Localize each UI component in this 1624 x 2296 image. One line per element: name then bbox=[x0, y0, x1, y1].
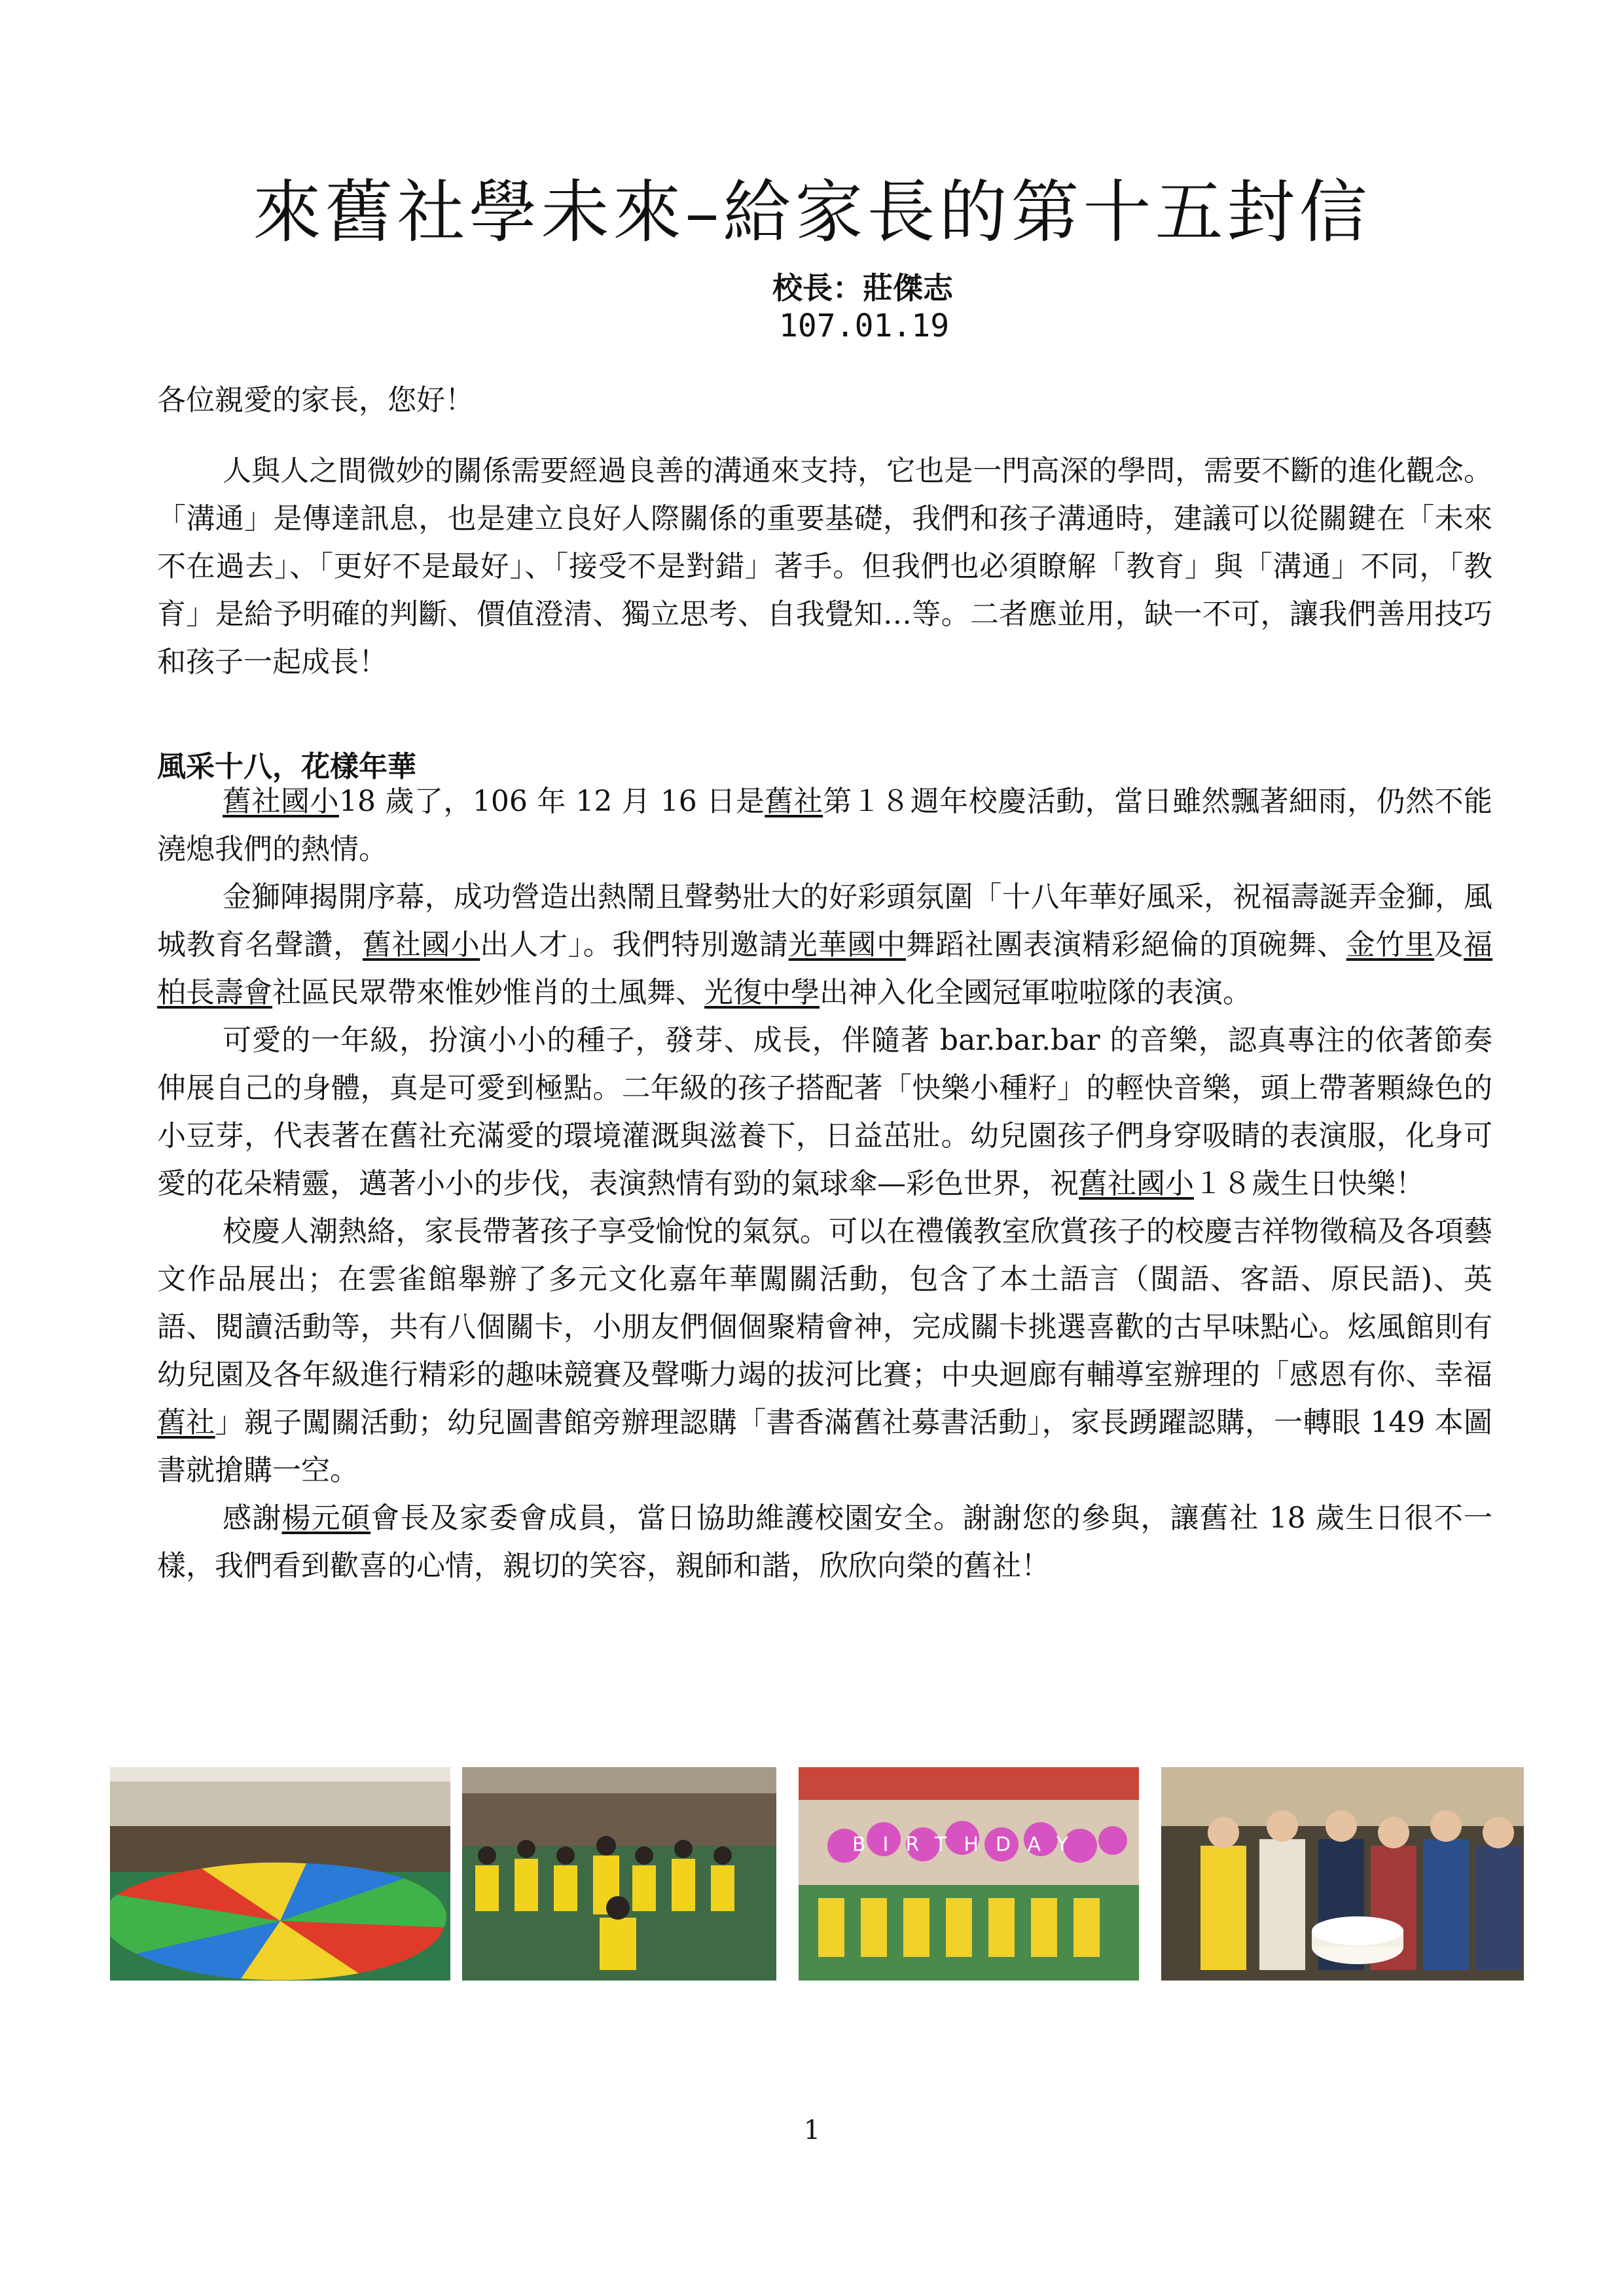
school-short-name: 舊社 bbox=[765, 785, 823, 818]
paragraph-1 bbox=[157, 778, 1492, 873]
author-line: 校長：莊傑志 bbox=[772, 270, 953, 306]
neighborhood-name: 金竹里 bbox=[1346, 928, 1435, 961]
paragraph-2 bbox=[157, 873, 1492, 1016]
page-number: 1 bbox=[803, 2115, 821, 2145]
intro-paragraph: 人與人之間微妙的關係需要經過良善的溝通來支持，它也是一門高深的學問，需要不斷的進化觀念。「溝通」是傳達訊息，也是建立良好人際關係的重要基礎，我們和孩子溝通時，建議可以從關鍵在「未來不在過去」、「更好不是最好」、「接受不是對錯」著手。但我們也必須瞭解「教育」與「溝通」不同，「教育」是給予明確的判斷、價值澄清、獨立思考、自我覺知…等。二者應並用，缺一不可，讓我們善用技巧和孩子一起成長！ bbox=[157, 454, 1492, 679]
guest-school-name: 光復中學 bbox=[704, 976, 820, 1009]
article-body bbox=[157, 778, 1492, 1590]
letter-date: 107.01.19 bbox=[779, 308, 950, 344]
text-span: 出神入化全國冠軍啦啦隊的表演。 bbox=[820, 976, 1252, 1009]
person-name: 楊元碩 bbox=[281, 1501, 371, 1535]
parachute-photo bbox=[110, 1767, 450, 1981]
section-heading: 風采十八，花樣年華 bbox=[157, 750, 416, 783]
text-span: 可愛的一年級，扮演小小的種子，發芽、成長，伴隨著 bar.bar.bar 的音樂，認真專注的依著節奏伸展自己的身體，真是可愛到極點。二年級的孩子搭配著「快樂小種籽」的輕快音樂，頭上帶著顆綠色的小豆芽，代表著在舊社充滿愛的環境灌溉與滋養下，日益茁壯。幼兒園孩子們身穿吸睛的表演服，化身可愛的花朵精靈，邁著小小的步伐，表演熱情有勁的氣球傘—彩色世界，祝 bbox=[157, 1024, 1492, 1200]
school-name: 舊社國小 bbox=[1079, 1167, 1194, 1200]
association-name: 福柏長壽會 bbox=[157, 928, 1493, 1009]
text-span: 社區民眾帶來惟妙惟肖的土風舞、 bbox=[272, 976, 704, 1009]
text-span: 出人才」。我們特別邀請 bbox=[480, 928, 789, 961]
greeting: 各位親愛的家長，您好！ bbox=[157, 384, 474, 417]
text-span: 感謝 bbox=[223, 1501, 282, 1535]
school-name: 舊社國小 bbox=[362, 928, 480, 961]
text-span: 」親子闖關活動；幼兒圖書館旁辦理認購「書香滿舊社募書活動」，家長踴躍認購，一轉眼 149 本圖書就搶購一空。 bbox=[157, 1406, 1492, 1487]
text-span: 金獅陣揭開序幕，成功營造出熱鬧且聲勢壯大的好彩頭氛圍「十八年華好風采，祝福壽誕弄金獅，風城教育名聲讚， bbox=[157, 880, 1492, 961]
guest-school-name: 光華國中 bbox=[788, 928, 906, 961]
letter-title: 來舊社學未來–給家長的第十五封信 bbox=[253, 172, 1371, 252]
birthday-balloons-photo bbox=[799, 1767, 1139, 1981]
text-span: 18 歲了，106 年 12 月 16 日是 bbox=[338, 785, 765, 818]
school-short-name: 舊社 bbox=[157, 1406, 215, 1439]
paragraph-3 bbox=[157, 1016, 1492, 1208]
school-name: 舊社國小 bbox=[223, 785, 339, 818]
text-span: 校慶人潮熱絡，家長帶著孩子享受愉悅的氣氛。可以在禮儀教室欣賞孩子的校慶吉祥物徵稿及各項藝文作品展出；在雲雀館舉辦了多元文化嘉年華闖關活動，包含了本土語言（閩語、客語、原民語)、英語、閱讀活動等，共有八個關卡，小朋友們個個聚精會神，完成關卡挑選喜歡的古早味點心。炫風館則有幼兒園及各年級進行精彩的趣味競賽及聲嘶力竭的拔河比賽；中央迴廊有輔導室辦理的「感恩有你、幸福 bbox=[157, 1215, 1492, 1391]
photo-strip bbox=[110, 1767, 1524, 1981]
paragraph-5 bbox=[157, 1494, 1492, 1590]
cake-cutting-photo bbox=[1161, 1767, 1524, 1981]
intro-block bbox=[157, 447, 1492, 686]
text-span: １８歲生日快樂！ bbox=[1194, 1167, 1424, 1200]
text-span: 及 bbox=[1434, 928, 1464, 961]
balloon-letters: BIRTHDAY bbox=[852, 1833, 1086, 1856]
text-span: 舞蹈社團表演精彩絕倫的頂碗舞、 bbox=[906, 928, 1346, 961]
paragraph-4 bbox=[157, 1208, 1492, 1494]
dancing-children-photo bbox=[462, 1767, 776, 1981]
text-span: 第１８週年校慶活動，當日雖然飄著細雨，仍然不能澆熄我們的熱情。 bbox=[157, 785, 1492, 866]
text-span: 會長及家委會成員，當日協助維護校園安全。謝謝您的參與，讓舊社 18 歲生日很不一樣，我們看到歡喜的心情，親切的笑容，親師和諧，欣欣向榮的舊社！ bbox=[157, 1501, 1492, 1583]
